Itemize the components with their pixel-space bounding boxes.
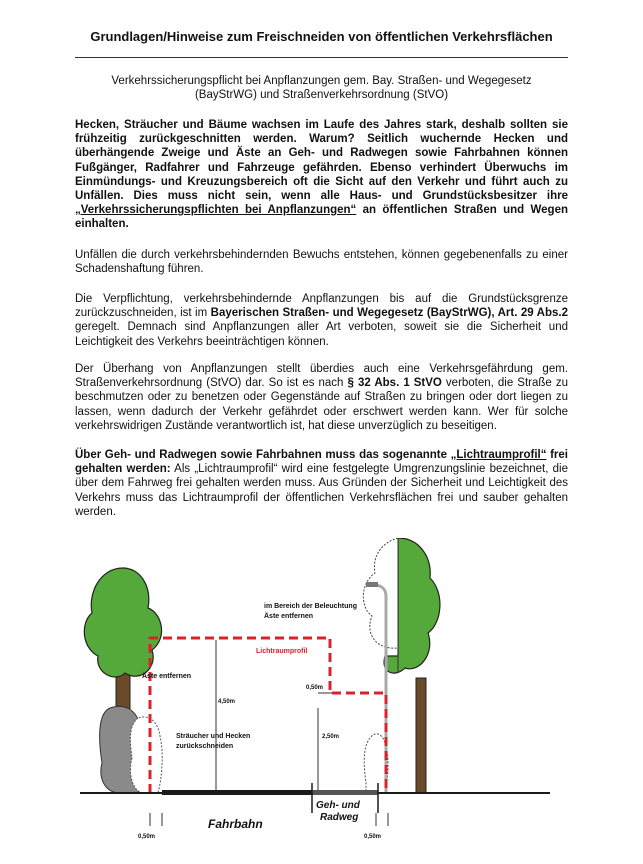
lrp-d: Als „Lichtraumprofil“ wird eine festgelegte Umgrenzungslinie bezeichnet, die über dem Fahrweg frei gehalten werden muss. Aus Gründen der Sicherheit und Leichtigkeit des Verkehrs muss das Lichtraumprofil der öffentlichen Verkehrsflächen frei und sauber gehalten werden. bbox=[75, 463, 568, 518]
label-aeste-entfernen: Äste entfernen bbox=[142, 673, 192, 680]
subtitle-line-2: (BayStrWG) und Straßenverkehrsordnung (StVO) bbox=[194, 89, 449, 101]
title-divider bbox=[75, 57, 568, 58]
intro-text: Hecken, Sträucher und Bäume wachsen im Laufe des Jahres stark, deshalb sollten sie frühzeitig zurückgeschnitten werden. Warum? Seitlich wuchernde Hecken und überhängende Zweige und Äste an Geh- und Radwegen sowie Fahrbahnen können Fußgänger, Radfahrer und Fahrzeuge gefährden. Ebenso verhindert Überwuchs im Einmündungs- und Kreuzungsbereich oft die Sicht auf den Verkehr und führt auch zu Unfällen. Dies muss nicht sein, wenn alle Haus- und Grundstücksbesitzer ihre bbox=[75, 119, 568, 203]
subtitle-line-1: Verkehrssicherungspflicht bei Anpflanzungen gem. Bay. Straßen- und Wegegesetz bbox=[111, 75, 532, 87]
clearance-profile-line bbox=[150, 638, 386, 793]
label-abstand-rechts: 0,50m bbox=[364, 834, 382, 840]
lamp-head bbox=[366, 582, 378, 587]
intro-emphasis: „Verkehrssicherungspflichten bei Anpflanzungen“ bbox=[75, 204, 357, 217]
right-tree-cut-area bbox=[363, 538, 398, 648]
road-surface bbox=[162, 790, 312, 795]
lrp-c: frei gehalten werden: bbox=[75, 449, 568, 476]
baystrwg-a: Die Verpflichtung, verkehrsbehindernde Anpflanzungen bis auf die Grundstücksgrenze zurückzuschneiden, ist im bbox=[75, 293, 568, 320]
label-fahrbahn: Fahrbahn bbox=[208, 817, 263, 831]
label-height-250: 2,50m bbox=[322, 734, 340, 740]
document-subtitle bbox=[75, 74, 568, 102]
stvo-law: § 32 Abs. 1 StVO bbox=[347, 377, 442, 390]
label-lichtraumprofil: Lichtraumprofil bbox=[256, 648, 308, 655]
label-radweg: Radweg bbox=[320, 812, 359, 823]
label-straeucher-1: Sträucher und Hecken bbox=[176, 733, 251, 740]
label-beleuchtung-1: im Bereich der Beleuchtung bbox=[264, 603, 357, 610]
paragraph-lichtraumprofil bbox=[75, 448, 568, 519]
baystrwg-law: Bayerischen Straßen- und Wegegesetz (BayStrWG), Art. 29 Abs.2 bbox=[210, 307, 568, 320]
intro-end: an öffentlichen Straßen und Wegen einhalten. bbox=[75, 204, 568, 231]
stvo-a: Der Überhang von Anpflanzungen stellt überdies auch eine Verkehrsgefährdung gem. Straßenverkehrsordnung (StVO) dar. So ist es nach bbox=[75, 363, 568, 390]
document-title: Grundlagen/Hinweise zum Freischneiden von öffentlichen Verkehrsflächen bbox=[90, 29, 553, 44]
label-abstand-links: 0,50m bbox=[138, 834, 156, 840]
clearance-profile-outline bbox=[150, 638, 386, 793]
label-geh-und: Geh- und bbox=[316, 800, 360, 811]
label-height-450: 4,50m bbox=[218, 699, 236, 705]
lichtraumprofil-diagram bbox=[80, 538, 550, 848]
lrp-term: „Lichtraumprofil“ bbox=[450, 449, 547, 461]
baystrwg-c: geregelt. Demnach sind Anpflanzungen aller Art verboten, soweit sie die Sicherheit und Leichtigkeit des Verkehrs beeinträchtigen können. bbox=[75, 321, 568, 348]
paragraph-stvo bbox=[75, 362, 568, 433]
label-beleuchtung-2: Äste entfernen bbox=[264, 613, 314, 620]
right-hedge-cut bbox=[364, 734, 388, 793]
paragraph-baystrwg bbox=[75, 292, 568, 349]
paragraph-haftung: Unfällen die durch verkehrsbehindernden Bewuchs entstehen, können gegebenenfalls zu einer Schadenshaftung führen. bbox=[75, 249, 568, 276]
left-hedge-cut bbox=[130, 717, 162, 793]
right-tree-trunk bbox=[416, 678, 426, 793]
label-height-050-top: 0,50m bbox=[306, 685, 324, 691]
stvo-c: verboten, die Straße zu beschmutzen oder zu benetzen oder Gegenstände auf Straßen zu bringen oder dort liegen zu lassen, wenn dadurch der Verkehr gefährdet oder erschwert werden kann. Wer für solche verkehrswidrigen Zustände verantwortlich ist, hat diese unverzüglich zu beseitigen. bbox=[75, 377, 569, 432]
label-straeucher-2: zurückschneiden bbox=[176, 743, 234, 750]
lrp-a: Über Geh- und Radwegen sowie Fahrbahnen muss das sogenannte bbox=[75, 449, 451, 461]
paragraph-intro bbox=[75, 118, 568, 232]
sidewalk-surface bbox=[312, 790, 378, 795]
